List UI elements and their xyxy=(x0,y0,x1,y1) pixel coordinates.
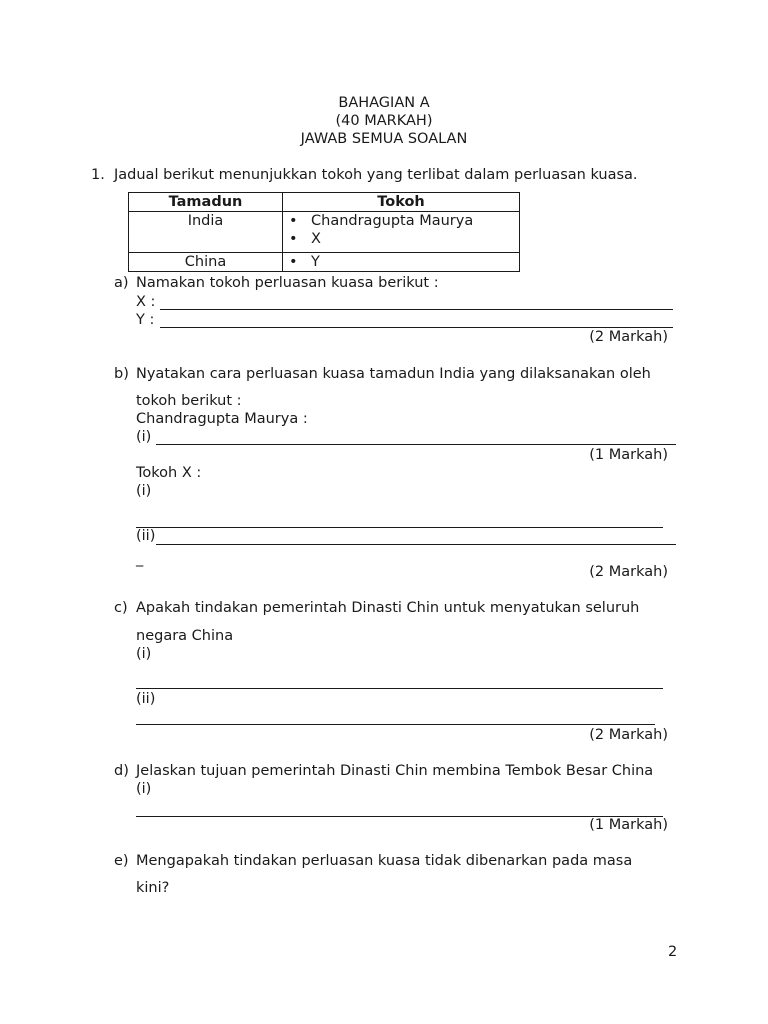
part-a-marks: (2 Markah) xyxy=(589,329,668,345)
answer-label-i: (i) xyxy=(136,483,152,499)
part-b-marks-1: (1 Markah) xyxy=(589,447,668,463)
table-cell-tokoh xyxy=(283,253,520,272)
answer-line[interactable] xyxy=(156,544,676,545)
section-title: BAHAGIAN A xyxy=(338,95,430,111)
tokoh-list xyxy=(287,212,515,248)
answer-line[interactable] xyxy=(136,527,663,528)
table-cell-tamadun: India xyxy=(129,212,283,253)
part-c-question-cont: negara China xyxy=(136,628,234,644)
subheading-tokoh-x: Tokoh X : xyxy=(136,465,202,481)
part-b-marks-2: (2 Markah) xyxy=(589,564,668,580)
part-a-label: a) xyxy=(114,275,129,291)
part-b-question: Nyatakan cara perluasan kuasa tamadun India yang dilaksanakan oleh xyxy=(136,366,651,382)
part-b-question-cont: tokoh berikut : xyxy=(136,393,242,409)
tokoh-table xyxy=(128,192,520,272)
question-number: 1. xyxy=(91,167,105,183)
part-e-label: e) xyxy=(114,853,129,869)
part-d-question: Jelaskan tujuan pemerintah Dinasti Chin membina Tembok Besar China xyxy=(136,763,654,779)
answer-label-i: (i) xyxy=(136,429,152,445)
part-e-question-cont: kini? xyxy=(136,880,170,896)
part-a-question: Namakan tokoh perluasan kuasa berikut : xyxy=(136,275,439,291)
answer-label-ii: (ii) xyxy=(136,528,156,544)
answer-line[interactable] xyxy=(136,688,663,689)
instruction: JAWAB SEMUA SOALAN xyxy=(300,131,468,147)
answer-label-ii: (ii) xyxy=(136,691,156,707)
answer-label-i: (i) xyxy=(136,781,152,797)
part-d-label: d) xyxy=(114,763,129,779)
part-c-label: c) xyxy=(114,600,128,616)
table-row xyxy=(129,212,520,253)
total-marks: (40 MARKAH) xyxy=(335,113,433,129)
answer-line[interactable] xyxy=(136,816,663,817)
answer-line[interactable] xyxy=(156,444,676,445)
stray-underscore: _ xyxy=(136,551,144,567)
answer-label-i: (i) xyxy=(136,646,152,662)
answer-line[interactable] xyxy=(136,724,655,725)
answer-x-label: X : xyxy=(136,294,156,310)
table-header-row xyxy=(129,193,520,212)
subheading-chandragupta: Chandragupta Maurya : xyxy=(136,411,308,427)
list-item: • X xyxy=(311,230,515,248)
list-item: • Y xyxy=(311,253,515,271)
list-item: • Chandragupta Maurya xyxy=(311,212,515,230)
part-e-question: Mengapakah tindakan perluasan kuasa tidak dibenarkan pada masa xyxy=(136,853,633,869)
table-cell-tokoh xyxy=(283,212,520,253)
table-row xyxy=(129,253,520,272)
part-c-question: Apakah tindakan pemerintah Dinasti Chin untuk menyatukan seluruh xyxy=(136,600,640,616)
table-cell-tamadun: China xyxy=(129,253,283,272)
question-text: Jadual berikut menunjukkan tokoh yang terlibat dalam perluasan kuasa. xyxy=(114,167,638,183)
tokoh-list xyxy=(287,253,515,271)
part-b-label: b) xyxy=(114,366,129,382)
table-header-tokoh: Tokoh xyxy=(283,193,520,212)
table-header-tamadun: Tamadun xyxy=(129,193,283,212)
page-number: 2 xyxy=(668,944,678,960)
answer-y-label: Y : xyxy=(136,312,155,328)
part-c-marks: (2 Markah) xyxy=(589,727,668,743)
part-d-marks: (1 Markah) xyxy=(589,817,668,833)
answer-x-line[interactable] xyxy=(160,309,673,310)
